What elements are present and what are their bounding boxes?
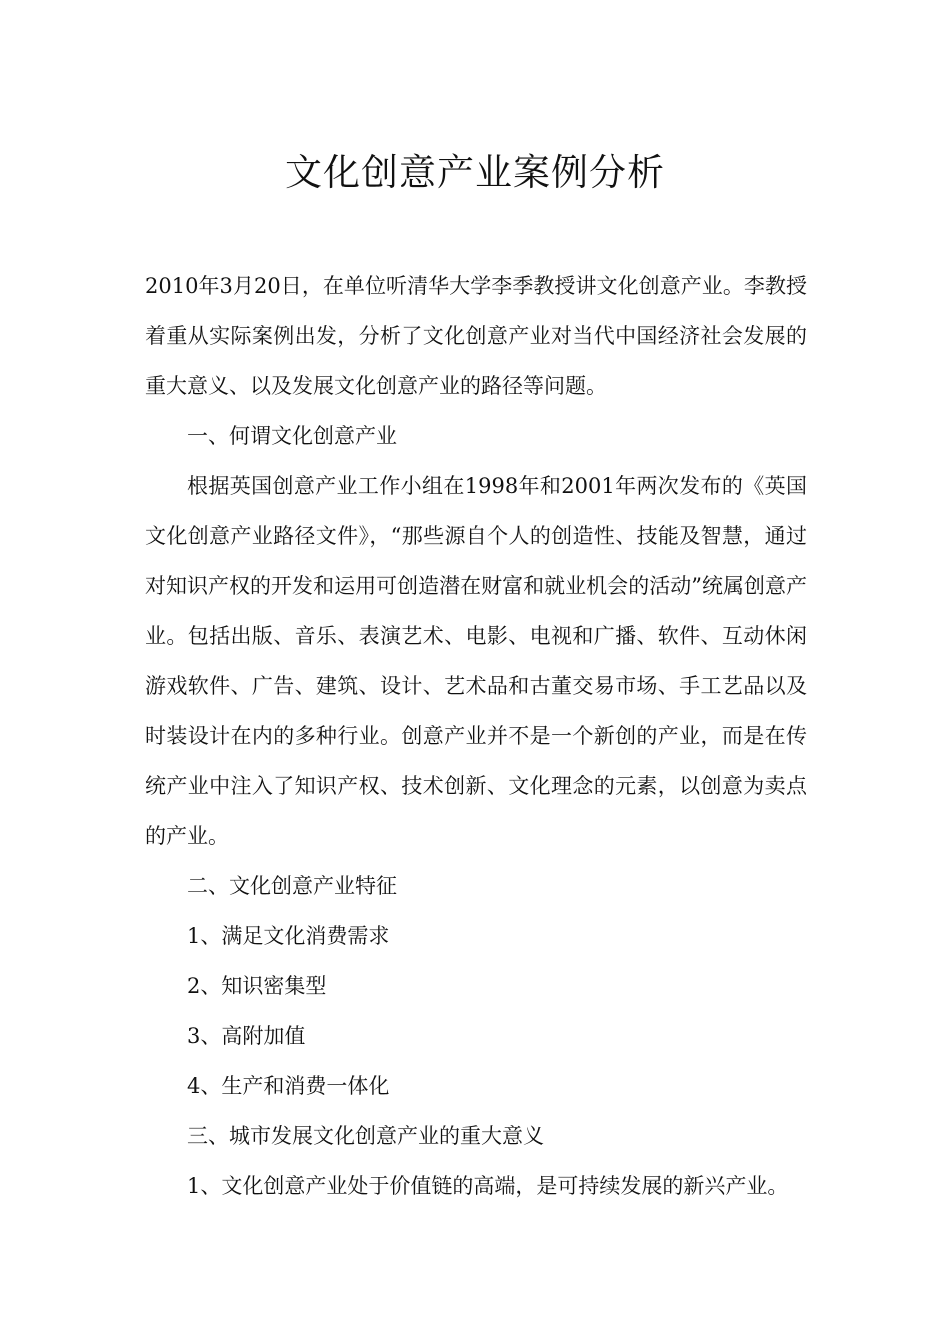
list-item-feature-3: 3、高附加值 xyxy=(187,1024,306,1048)
heading-section-2: 二、文化创意产业特征 xyxy=(187,874,397,898)
paragraph-intro: 2010年3月20日，在单位听清华大学李季教授讲文化创意产业。李教授着重从实际案例出发，分析了文化创意产业对当代中国经济社会发展的重大意义、以及发展文化创意产业的路径等问题。 xyxy=(145,274,807,398)
paragraph-definition: 根据英国创意产业工作小组在1998年和2001年两次发布的《英国文化创意产业路径文件》，“那些源自个人的创造性、技能及智慧，通过对知识产权的开发和运用可创造潜在财富和就业机会的活动”统属创意产业。包括出版、音乐、表演艺术、电影、电视和广播、软件、互动休闲游戏软件、广告、建筑、设计、艺术品和古董交易市场、手工艺品以及时装设计在内的多种行业。创意产业并不是一个新创的产业，而是在传统产业中注入了知识产权、技术创新、文化理念的元素，以创意为卖点的产业。 xyxy=(145,474,807,848)
list-item-feature-4: 4、生产和消费一体化 xyxy=(187,1074,390,1098)
list-item-feature-1: 1、满足文化消费需求 xyxy=(187,924,390,948)
document-title: 文化创意产业案例分析 xyxy=(285,151,665,194)
document-body xyxy=(145,261,807,1211)
heading-section-3: 三、城市发展文化创意产业的重大意义 xyxy=(187,1124,544,1148)
list-item-significance-1: 1、文化创意产业处于价值链的高端，是可持续发展的新兴产业。 xyxy=(187,1174,789,1198)
heading-section-1: 一、何谓文化创意产业 xyxy=(187,424,397,448)
list-item-feature-2: 2、知识密集型 xyxy=(187,974,327,998)
